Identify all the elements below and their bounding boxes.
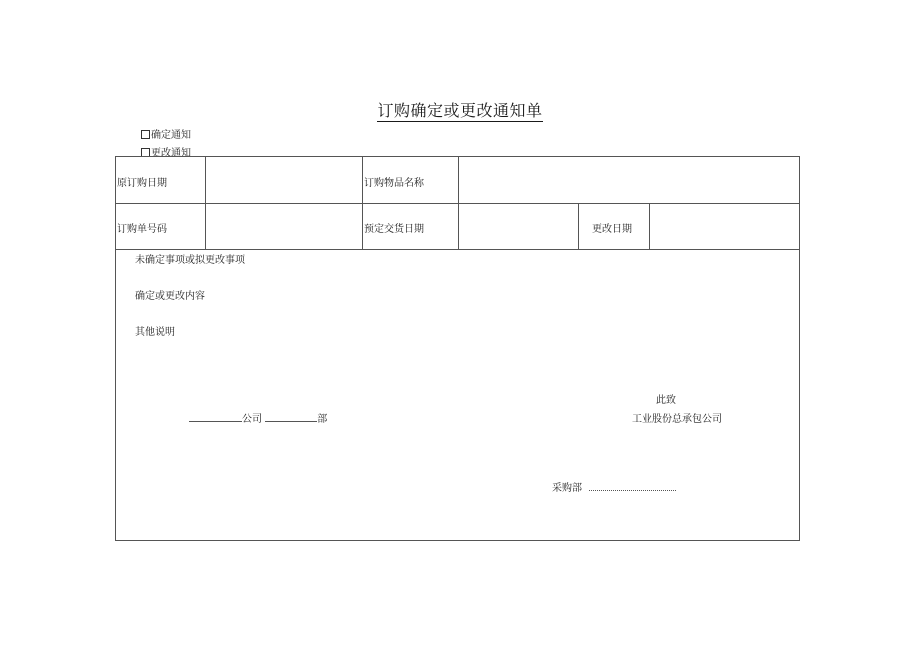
purchase-dept-blank[interactable] xyxy=(589,482,676,491)
undetermined-items-label: 未确定事项或拟更改事项 xyxy=(135,255,245,266)
change-date-label: 更改日期 xyxy=(592,224,632,235)
purchase-dept-line: 采购部 xyxy=(552,479,676,494)
company-blank[interactable] xyxy=(189,413,242,422)
col-divider-4 xyxy=(578,203,579,249)
document-title: 订购确定或更改通知单 xyxy=(377,101,543,120)
department-blank[interactable] xyxy=(265,413,317,422)
other-notes-label: 其他说明 xyxy=(135,327,175,338)
original-date-label: 原订购日期 xyxy=(117,178,167,189)
order-number-label: 订购单号码 xyxy=(117,224,167,235)
confirm-checkbox[interactable] xyxy=(141,130,150,139)
change-content-label: 确定或更改内容 xyxy=(135,291,205,302)
confirm-notice-option[interactable]: 确定通知 xyxy=(141,126,191,141)
col-divider-2 xyxy=(362,157,363,249)
recipient-company: 工业股份总承包公司 xyxy=(632,414,722,425)
change-notice-option[interactable]: 更改通知 xyxy=(141,144,191,159)
item-name-label: 订购物品名称 xyxy=(364,178,424,189)
notice-form-table xyxy=(115,156,800,541)
delivery-date-label: 预定交货日期 xyxy=(364,224,424,235)
col-divider-5 xyxy=(649,203,650,249)
col-divider-1 xyxy=(205,157,206,249)
salutation-text: 此致 xyxy=(656,395,676,406)
row-divider-2 xyxy=(116,249,799,250)
company-department-line: 公司 部 xyxy=(189,410,327,425)
col-divider-3 xyxy=(458,157,459,249)
